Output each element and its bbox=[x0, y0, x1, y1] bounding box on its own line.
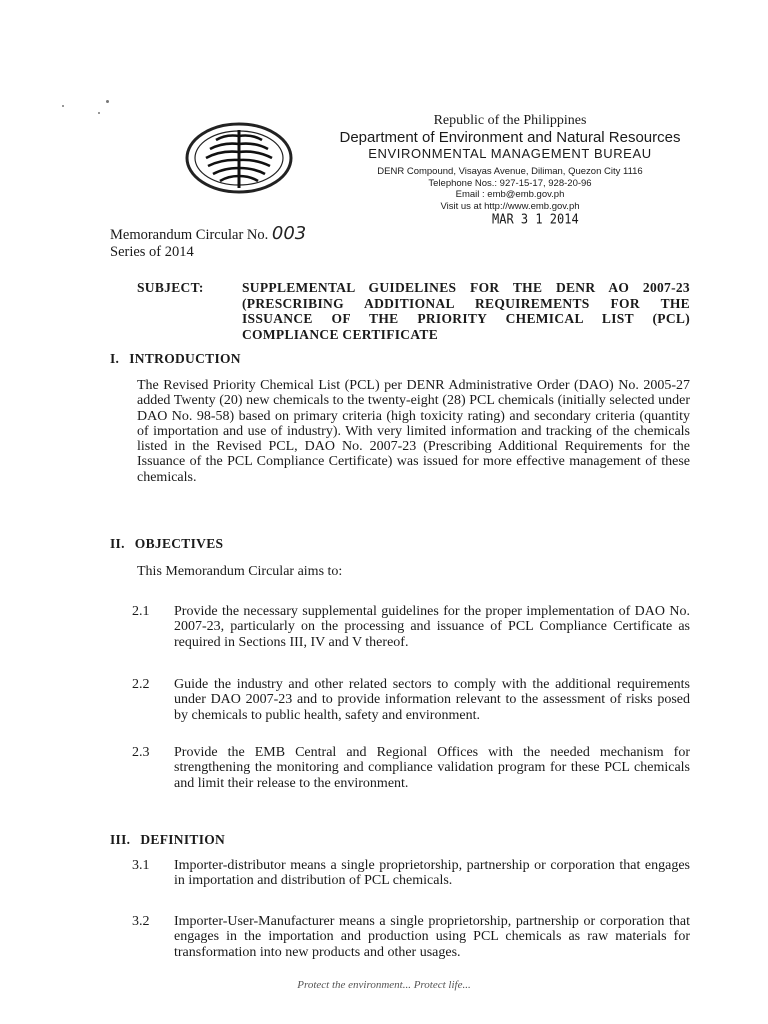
scan-speck bbox=[98, 112, 100, 114]
bureau-name: ENVIRONMENTAL MANAGEMENT BUREAU bbox=[368, 146, 652, 161]
subject-label: SUBJECT: bbox=[137, 280, 204, 295]
republic-line: Republic of the Philippines bbox=[433, 113, 587, 128]
section-number: III. bbox=[110, 832, 131, 847]
subject-text: SUPPLEMENTAL GUIDELINES FOR THE DENR AO 2007-23 (PRESCRIBING ADDITIONAL REQUIREMENTS FOR THE ISSUANCE OF THE PRIORITY CHEMICAL LIST (PCL) COMPLIANCE CERTIFICATE bbox=[242, 280, 690, 342]
scan-speck bbox=[106, 100, 109, 103]
section-number: I. bbox=[110, 351, 120, 366]
received-date-stamp: MAR 3 1 2014 bbox=[492, 211, 579, 227]
section-title: OBJECTIVES bbox=[134, 536, 224, 551]
section-heading-objectives bbox=[110, 536, 223, 552]
definition-item-text: Importer-User-Manufacturer means a single proprietorship, partnership or corporation that engages in the importation and production using PCL chemicals as raw materials for transformation into new products and other usages. bbox=[174, 914, 690, 960]
item-number: 2.1 bbox=[132, 604, 150, 619]
memo-number: 003 bbox=[271, 223, 307, 244]
item-number: 3.1 bbox=[132, 858, 150, 873]
denr-logo-icon bbox=[178, 118, 300, 198]
email-line: Email : emb@emb.gov.ph bbox=[455, 189, 565, 200]
item-number: 3.2 bbox=[132, 914, 150, 929]
section-title: DEFINITION bbox=[140, 832, 226, 847]
memo-series: Series of 2014 bbox=[110, 244, 194, 260]
definition-item-text: Importer-distributor means a single proprietorship, partnership or corporation that engages in importation and distribution of PCL chemicals. bbox=[174, 858, 690, 889]
objectives-lead: This Memorandum Circular aims to: bbox=[137, 564, 343, 579]
memo-header bbox=[110, 225, 306, 261]
item-number: 2.2 bbox=[132, 677, 150, 692]
objective-item-text: Guide the industry and other related sectors to comply with the additional requirements under DAO 2007-23 and to provide information relevant to the assessment of risks posed by chemicals to public health, safety and environment. bbox=[174, 677, 690, 723]
footer-tagline: Protect the environment... Protect life... bbox=[297, 979, 471, 991]
objective-item-text: Provide the EMB Central and Regional Offices with the needed mechanism for strengthening the monitoring and compliance validation program for these PCL chemicals and limit their release to the environment. bbox=[174, 745, 690, 791]
scan-speck bbox=[62, 105, 64, 107]
department-name: Department of Environment and Natural Resources bbox=[339, 129, 681, 146]
letterhead bbox=[300, 112, 720, 212]
introduction-paragraph: The Revised Priority Chemical List (PCL) per DENR Administrative Order (DAO) No. 2005-27 added Twenty (20) new chemicals to the twenty-eight (28) PCL chemicals (initially selected under DAO No. 98-58) based on primary criteria (high toxicity rating) and secondary criteria (quantity of importation and use of industry). With very limited information and tracking of the chemicals listed in the Revised PCL, DAO No. 2007-23 (Prescribing Additional Requirements for the Issuance of the PCL Compliance Certificate) was issued for more effective management of these chemicals. bbox=[137, 378, 690, 485]
section-number: II. bbox=[110, 536, 125, 551]
address-line: DENR Compound, Visayas Avenue, Diliman, Quezon City 1116 bbox=[377, 166, 643, 177]
section-heading-introduction bbox=[110, 351, 241, 367]
objective-item-text: Provide the necessary supplemental guidelines for the proper implementation of DAO No. 2007-23, particularly on the processing and issuance of PCL Compliance Certificate as required in Sections III, IV and V thereof. bbox=[174, 604, 690, 650]
telephone-line: Telephone Nos.: 927-15-17, 928-20-96 bbox=[428, 177, 592, 189]
section-heading-definition bbox=[110, 832, 225, 848]
memo-label: Memorandum Circular No. bbox=[110, 227, 269, 243]
website-line: Visit us at http://www.emb.gov.ph bbox=[440, 200, 580, 212]
section-title: INTRODUCTION bbox=[129, 351, 241, 366]
item-number: 2.3 bbox=[132, 745, 150, 760]
